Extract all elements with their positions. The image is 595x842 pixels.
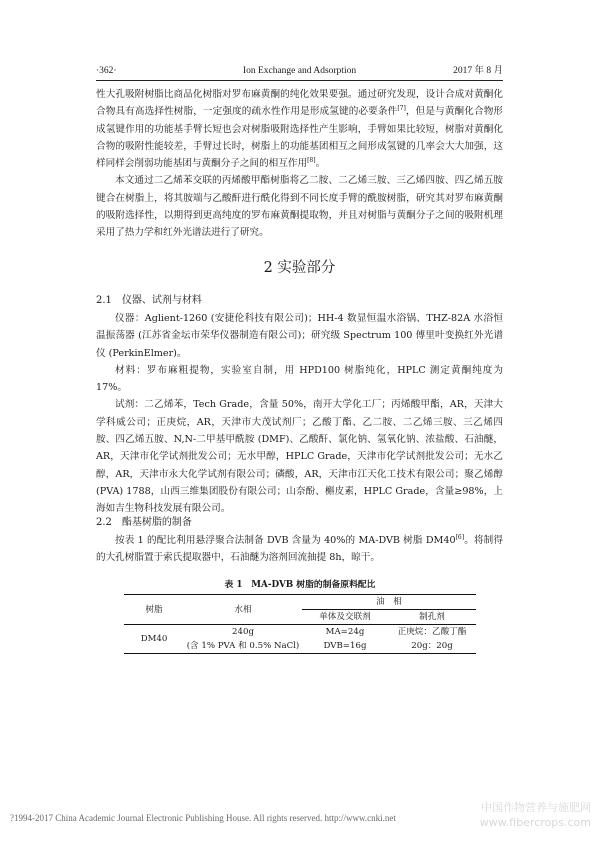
journal-name: Ion Exchange and Adsorption (242, 66, 357, 76)
citation-8: [8] (307, 157, 316, 164)
col-header-resin: 树脂 (124, 595, 184, 625)
reagents-paragraph: 试剂：二乙烯苯，Tech Grade，含量 50%，南开大学化工厂；丙烯酸甲酯，AR，天津大学科威公司；正庚烷，AR，天津市大茂试剂厂；乙酸丁酯、乙二胺、二乙烯三胺、三乙烯四胺、四乙烯五胺、N,N-二甲基甲酰胺 (DMF)、乙酸酐、氯化钠、氢氧化钠、浓盐酸、石油醚，AR，天津市化学试剂批发公司；无水甲醇，HPLC Grade，天津市化学试剂批发公司；无水乙醇，AR，天津市永大化学试剂有限公司；磷酸，AR，天津市江天化工技术有限公司；聚乙烯醇 (PVA) 1788，山西三维集团股份有限公司；山奈酚、槲皮素，HPLC Grade，含量≥98%，上海如吉生物科技发展有限公司。 (96, 399, 503, 515)
intro-block (96, 86, 503, 242)
intro-p1-text-c: 。 (315, 158, 326, 170)
row-water-composition: (含 1% PVA 和 0.5% NaCl) (186, 641, 300, 651)
materials-block (96, 310, 503, 518)
col-header-water-phase: 水相 (184, 595, 302, 625)
col-header-monomer: 单体及交联剂 (319, 612, 371, 622)
resin-prep-text-a: 按表 1 的配比利用悬浮聚合法制备 DVB 含量为 40%的 MA-DVB 树脂 DM40 (115, 535, 456, 546)
row-porogen-names: 正庚烷：乙酸丁酯 (397, 627, 467, 637)
recipe-table (124, 594, 476, 654)
watermark-line-2: www.fibercrops.com (479, 816, 591, 829)
row-monomer-dvb: DVB=16g (323, 641, 367, 651)
running-header (96, 64, 503, 78)
subsection-heading-2-2: 2.2 酯基树脂的制备 (96, 517, 192, 528)
table-1 (124, 578, 476, 654)
intro-p1-text-a: 性大孔吸附树脂比商品化树脂对罗布麻黄酮的纯化效果要强。通过研究发现，设计合成对黄酮化合物具有高选择性树脂，一定强度的疏水性作用是形成氢键的必要条件 (96, 89, 503, 118)
site-watermark (480, 800, 591, 830)
watermark-line-1: 中国作物营养与施肥网 (481, 801, 591, 814)
row-porogen-amounts: 20g：20g (411, 641, 453, 651)
page-number: ·362· (96, 66, 117, 76)
col-header-porogen: 制孔剂 (419, 612, 445, 622)
subsection-heading-2-1: 2.1 仪器、试剂与材料 (96, 295, 202, 306)
row-resin-name: DM40 (124, 625, 184, 654)
citation-7: [7] (397, 105, 406, 113)
header-rule (96, 80, 503, 81)
issue-date: 2017 年 8 月 (453, 66, 503, 76)
intro-p1-text-b: ，但是与黄酮化合物形成氢键作用的功能基手臂长短也会对树脂吸附选择性产生影响，手臂如果比较短，树脂对黄酮化合物的吸附性能较差，手臂过长时，树脂上的功能基团相互之间形成氢键的几率会大大加强，这样同样会削弱功能基团与黄酮分子之间的相互作用 (96, 106, 504, 170)
intro-paragraph-2: 本文通过二乙烯苯交联的丙烯酸甲酯树脂将乙二胺、二乙烯三胺、三乙烯四胺、四乙烯五胺键合在树脂上，将其胺端与乙酸酐进行酰化得到不同长度手臂的酰胺树脂，研究其对罗布麻黄酮的吸附选择性，以期得到更高纯度的罗布麻黄酮提取物，并且对树脂与黄酮分子之间的吸附机理采用了热力学和红外光谱法进行了研究。 (96, 175, 503, 239)
intro-paragraph-1 (96, 86, 503, 172)
materials-paragraph: 材料：罗布麻粗提物，实验室自制，用 HPD100 树脂纯化，HPLC 测定黄酮纯度为 17%。 (96, 364, 503, 394)
copyright-footer: ?1994-2017 China Academic Journal Electronic Publishing House. All rights reserved. http://www.cnki.net (10, 813, 396, 823)
resin-prep-text-b: 。将制得的大孔树脂置于索氏提取器中，石油醚为溶剂回流抽提 8h，晾干。 (96, 535, 504, 564)
table-caption: 表 1 MA-DVB 树脂的制备原料配比 (224, 580, 376, 590)
citation-6: [6] (455, 533, 465, 541)
row-water-amount: 240g (232, 627, 254, 637)
table-row (124, 625, 476, 640)
resin-prep-block (96, 532, 503, 567)
section-heading: 2 实验部分 (263, 260, 336, 276)
col-header-oil-phase: 油 相 (302, 595, 476, 610)
row-monomer-ma: MA=24g (325, 627, 365, 637)
resin-prep-paragraph (96, 532, 503, 567)
instruments-paragraph: 仪器：Aglient-1260 (安捷伦科技有限公司)；HH-4 数显恒温水浴锅、THZ-82A 水浴恒温振荡器 (江苏省金坛市荣华仪器制造有限公司)；研究级 Spectrum 100 傅里叶变换红外光谱仪 (PerkinElmer)。 (96, 313, 503, 359)
